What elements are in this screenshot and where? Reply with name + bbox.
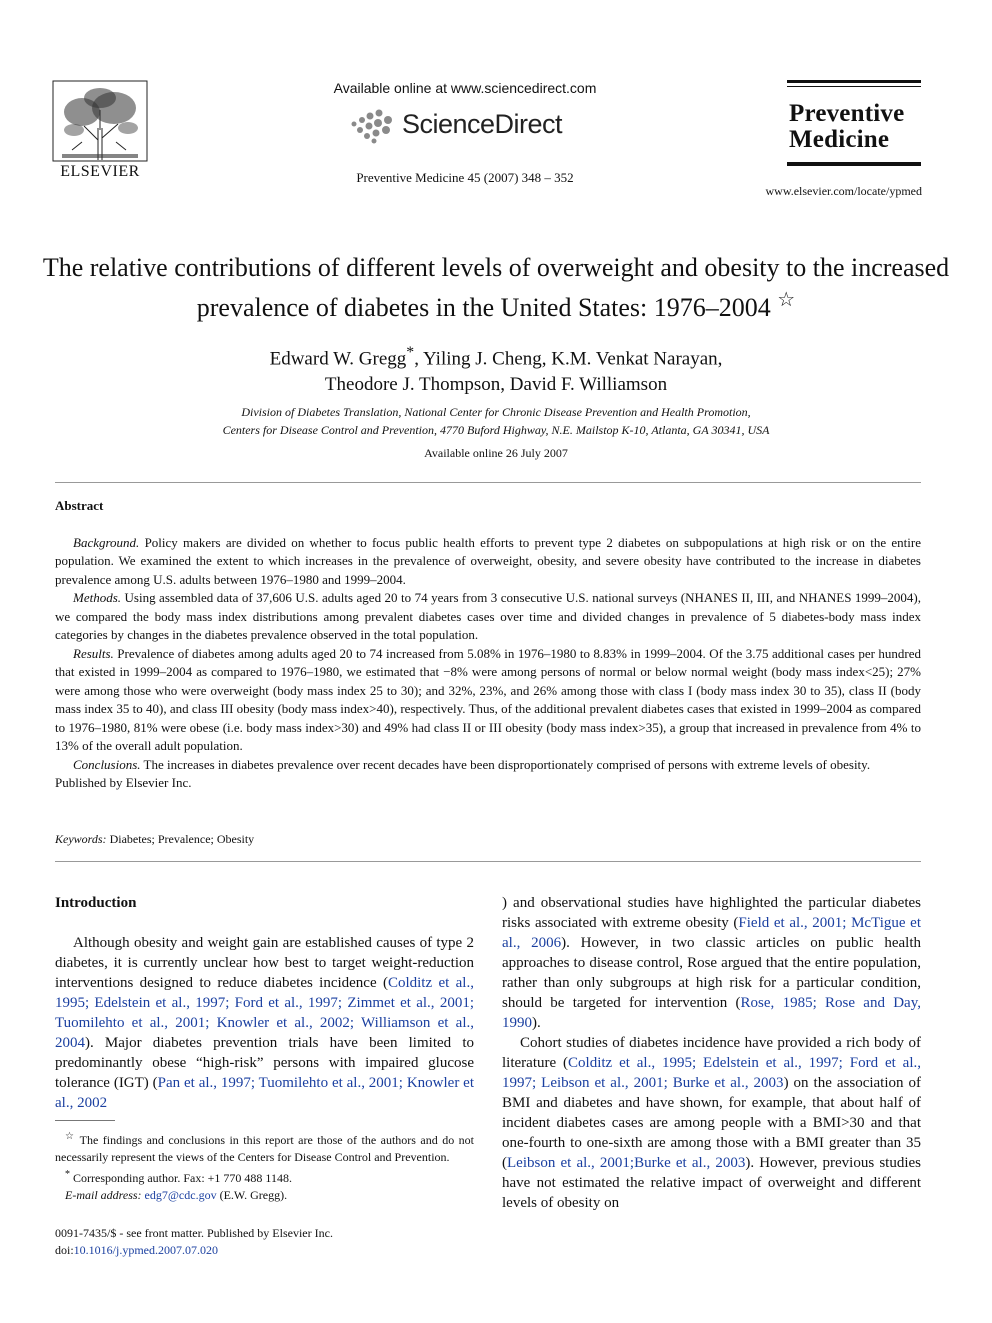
affiliation: Division of Diabetes Translation, National Center for Chronic Disease Prevention and Health Promotion, Centers for Disease Control and Prevention, 4770 Buford Highway, N.E. Mailstop K-10, Atlanta, GA 30341, USA: [222, 405, 770, 437]
footnote-star-icon: ☆: [65, 1131, 76, 1142]
intro-paragraph-2: Cohort studies of diabetes incidence have provided a rich body of literature (Colditz et al., 1995; Edelstein et al., 1997; Ford et al., 1997; Leibson et al., 2001; Burke et al., 2003) on the association of BMI and diabetes and have shown, for example, that about half of incident diabetes cases are among people with a BMI>30 and that one-fourth to one-sixth are among those with a BMI greater than 35 (Leibson et al., 2001;Burke et al., 2003). However, previous studies have not estimated the relative impact of overweight and different levels of obesity on: [502, 1035, 922, 1211]
footnote-divider: [55, 1120, 115, 1121]
divider: [55, 482, 921, 483]
sciencedirect-dots-icon: [348, 108, 408, 144]
footnote-email: E-mail address: edg7@cdc.gov (E.W. Gregg).: [65, 1188, 288, 1202]
intro-paragraph-1-continued: ) and observational studies have highlighted the particular diabetes risks associated with extreme obesity (Field et al., 2001; McTigue et al., 2006). However, in two classic articles on public health approaches to disease control, Rose argued that the entire population, rather than only subgroups at high risk for a particular condition, should be targeted for intervention (Rose, 1985; Rose and Day, 1990).: [502, 895, 921, 1031]
sciencedirect-wordmark: ScienceDirect: [402, 109, 563, 139]
author-gregg[interactable]: Edward W. Gregg: [269, 348, 407, 370]
abstract: [55, 497, 921, 793]
abstract-results: Results. Prevalence of diabetes among adults aged 20 to 74 increased from 5.08% in 1976–1980 to 8.83% in 1999–2004. Of the 3.75 additional cases per hundred that existed in 1999–2004 as compared to 1976–1980, we estimated that −8% were among persons of normal or below normal weight (body mass index<25); 27% were among those who were overweight (body mass index 25 to 30); and 32%, 23%, and 26% among those with class I (body mass index 30 to 35), class II (body mass index 35 to 40), and class III obesity (body mass index>40), respectively. Thus, of the additional prevalent diabetes cases that existed in 1999–2004 as compared to 1976–1980, 81% were obese (i.e. body mass index>30) and 49% had class II or III obesity (body mass index>35), a group that increased in prevalence from 4% to 13% of the overall adult population.: [55, 645, 921, 753]
journal-title: Preventive Medicine: [789, 100, 905, 153]
front-matter: [55, 1225, 474, 1259]
abstract-background: Background. Policy makers are divided on whether to focus public health efforts to prevent type 2 diabetes on subpopulations at high risk or on the entire population. We examined the extent to which increases in the prevalence of overweight, obesity, and severe obesity have contributed to the increase in diabetes prevalence among U.S. adults between 1976–1980 and 1999–2004.: [55, 534, 921, 587]
abstract-conclusions: Conclusions. The increases in diabetes prevalence over recent decades have been disproportionately comprised of persons with extreme levels of obesity.: [73, 756, 871, 772]
doi-link[interactable]: 10.1016/j.ypmed.2007.07.020: [73, 1243, 218, 1257]
citation-link[interactable]: Rose, 1985; Rose and Day, 1990: [502, 995, 921, 1031]
masthead-rule: [787, 80, 921, 83]
column-right: [502, 893, 921, 1213]
journal-masthead: [787, 80, 921, 166]
footnotes: [55, 1128, 474, 1204]
article-title: The relative contributions of different levels of overweight and obesity to the increased prevalence of diabetes in the United States: 1976–2004 ☆: [42, 253, 950, 322]
section-heading-introduction: Introduction: [55, 895, 137, 911]
masthead-rule: [787, 163, 921, 166]
published-by: Published by Elsevier Inc.: [55, 775, 192, 790]
footnote-corresponding: * Corresponding author. Fax: +1 770 488 1148.: [65, 1169, 292, 1185]
abstract-methods: Methods. Using assembled data of 37,606 U.S. adults aged 20 to 74 years from 3 consecutive U.S. national surveys (NHANES II, III, and NHANES 1999–2004), we compared the body mass index distributions among prevalent diabetes cases over time and divided changes in prevalence of 5 diabetes-body mass index categories by changes in the diabetes prevalence observed in the total population.: [55, 590, 921, 642]
sciencedirect-header: [300, 80, 630, 186]
doi-line: doi:10.1016/j.ypmed.2007.07.020: [55, 1243, 218, 1257]
title-footnote-star-icon[interactable]: ☆: [777, 289, 796, 311]
journal-url[interactable]: www.elsevier.com/locate/ypmed: [765, 184, 922, 198]
footnote-disclaimer: ☆ The findings and conclusions in this report are those of the authors and do not necessarily represent the views of the Centers for Disease Control and Prevention.: [55, 1131, 474, 1164]
available-online-date: Available online 26 July 2007: [424, 446, 568, 460]
citation-link[interactable]: Field et al., 2001; McTigue et al., 2006: [502, 915, 921, 951]
issn-line: 0091-7435/$ - see front matter. Published by Elsevier Inc.: [55, 1226, 333, 1240]
citation-link[interactable]: Leibson et al., 2001;Burke et al., 2003: [507, 1155, 746, 1171]
elsevier-wordmark: ELSEVIER: [60, 163, 140, 180]
intro-paragraph-1: Although obesity and weight gain are established causes of type 2 diabetes, it is currently unclear how best to target weight-reduction interventions designed to reduce diabetes incidence (Colditz et al., 1995; Edelstein et al., 1997; Ford et al., 1997; Zimmet et al., 2001; Tuomilehto et al., 2001; Knowler et al., 2002; Williamson et al., 2004). Major diabetes prevention trials have been limited to predominantly obese “high-risk” persons with impaired glucose tolerance (IGT) (Pan et al., 1997; Tuomilehto et al., 2001; Knowler et al., 2002: [55, 935, 475, 1111]
corresponding-author-mark[interactable]: *: [406, 344, 415, 361]
journal-reference: Preventive Medicine 45 (2007) 348 – 352: [356, 170, 574, 185]
citation-link[interactable]: Pan et al., 1997; Tuomilehto et al., 2001; Knowler et al., 2002: [55, 1075, 475, 1111]
column-left: [55, 893, 474, 1113]
citation-link[interactable]: Colditz et al., 1995; Edelstein et al., 1997; Ford et al., 1997; Zimmet et al., 2001; Tuomilehto et al., 2001; Knowler et al., 2002; Williamson et al., 2004: [55, 975, 474, 1051]
keywords: Keywords: Diabetes; Prevalence; Obesity: [55, 832, 255, 846]
sciencedirect-logo[interactable]: [300, 104, 630, 150]
citation-link[interactable]: Colditz et al., 1995; Edelstein et al., 1997; Ford et al., 1997; Leibson et al., 2001; Burke et al., 2003: [502, 1055, 921, 1091]
divider: [55, 861, 921, 862]
available-online-text: Available online at www.sciencedirect.com: [333, 80, 597, 96]
abstract-heading: Abstract: [55, 498, 104, 513]
author-list: Edward W. Gregg*, Yiling J. Cheng, K.M. Venkat Narayan, Theodore J. Thompson, David F. Williamson: [269, 344, 723, 396]
email-link[interactable]: edg7@cdc.gov: [144, 1188, 217, 1202]
